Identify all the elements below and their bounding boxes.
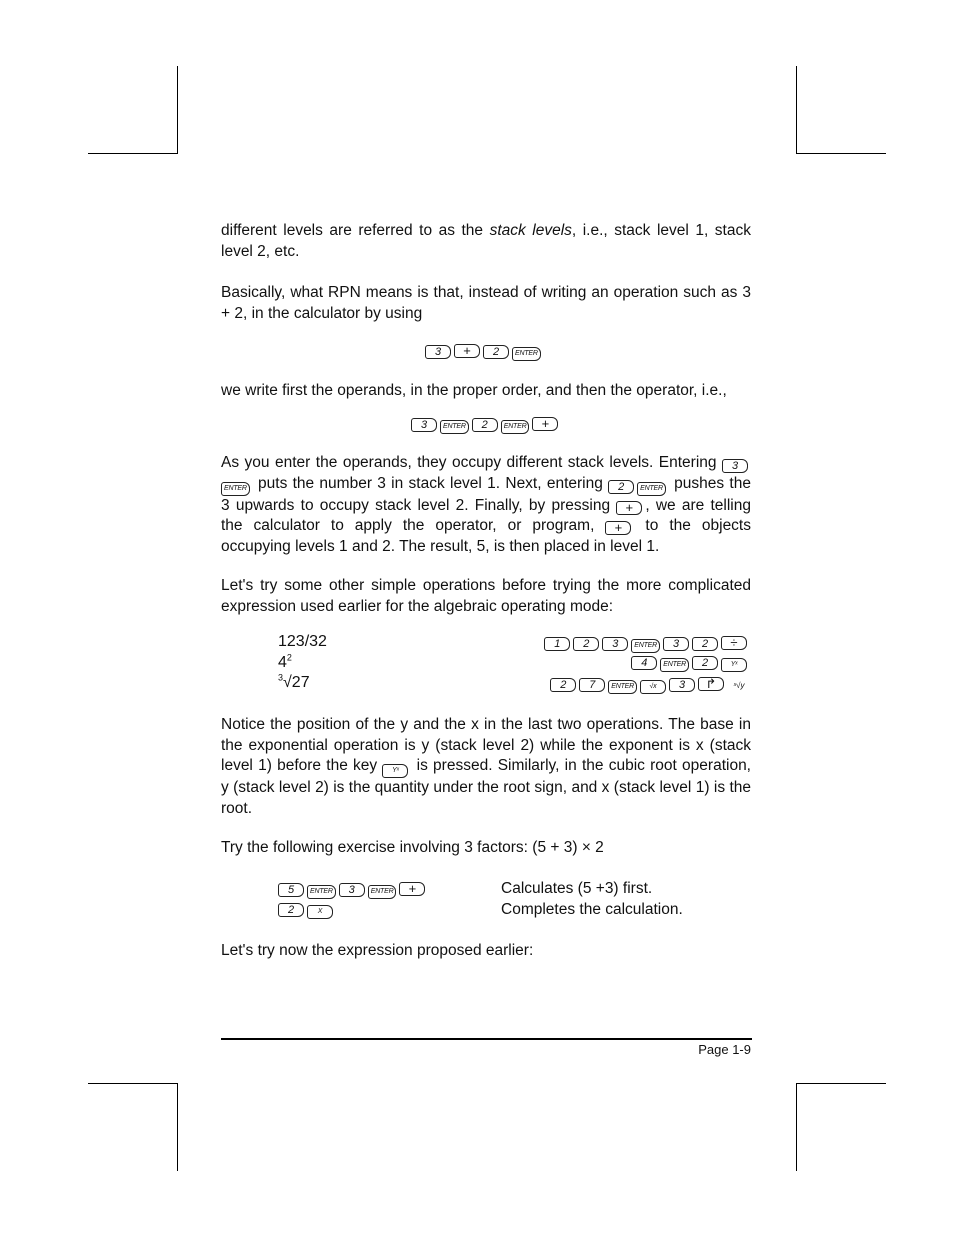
key-enter: ENTER [307,885,336,899]
exponent: 2 [286,652,292,663]
text: is pressed. Similarly, in the cubic root operation, y (stack level 2) is the quantity under the root sign, and x (stack level 1) is the root. [221,757,751,817]
key-5: 5 [278,883,304,897]
crop-mark [797,1083,886,1084]
paragraph-simple-operations: Let's try some other simple operations before trying the more complicated expression used earlier for the algebraic operating mode: [221,577,751,615]
text: to the objects occupying levels 1 and 2. The result, 5, is then placed in level 1. [221,517,751,555]
op-expression: 123/32 [278,633,327,650]
key-enter: ENTER [631,639,660,653]
key-3: 3 [425,345,451,359]
paragraph-proposed-expression: Let's try now the expression proposed earlier: [221,942,534,959]
key-2: 2 [692,656,718,670]
key-2: 2 [278,903,304,917]
crop-mark [177,1083,178,1171]
key-power: Yˣ [721,658,747,672]
key-plus: + [454,344,480,358]
key-3: 3 [339,883,365,897]
key-multiply: X [307,905,333,919]
emphasis: stack levels [489,222,572,239]
crop-mark [88,153,177,154]
key-sequence-algebraic [425,344,544,361]
op-expression [278,673,310,693]
root-index: 3 [278,672,284,683]
crop-mark [797,153,886,154]
key-4: 4 [631,656,657,670]
text: , i.e., stack level 1, stack level 2, etc. [221,222,751,260]
text: As you enter the operands, they occupy different stack levels. Entering [221,454,722,471]
key-3: 3 [602,637,628,651]
key-plus: + [605,521,631,535]
key-2: 2 [550,678,576,692]
exercise-note: Completes the calculation. [501,901,683,918]
paragraph-rpn-intro: Basically, what RPN means is that, instead of writing an operation such as 3 + 2, in the calculator by using [221,284,751,322]
key-divide: ÷ [721,636,747,650]
op-key-sequence [550,677,754,694]
key-2: 2 [483,345,509,359]
key-enter: ENTER [637,482,666,496]
paragraph-notice-position [221,715,751,819]
key-3: 3 [411,418,437,432]
page-number: Page 1-9 [698,1042,751,1057]
text: puts the number 3 in stack level 1. Next, entering [252,474,609,492]
text: , we are telling the calculator to apply the operator, or program, [221,496,751,534]
exercise-key-sequence [278,882,428,899]
text: pushes the 3 upwards to occupy stack level 2. Finally, by pressing [221,474,751,514]
base: 4 [278,654,287,671]
exercise-key-sequence [278,903,336,919]
key-right-shift: ↱ [698,677,724,691]
key-2: 2 [472,418,498,432]
paragraph-operands-first: we write first the operands, in the proper order, and then the operator, i.e., [221,382,727,399]
crop-mark [88,1083,177,1084]
key-enter: ENTER [512,347,541,361]
text: different levels are referred to as the [221,222,490,239]
footer-rule [221,1038,752,1040]
key-plus: + [399,882,425,896]
key-enter: ENTER [660,658,689,672]
paragraph-exercise: Try the following exercise involving 3 factors: (5 + 3) × 2 [221,839,604,856]
key-3: 3 [669,678,695,692]
paragraph-stack-levels [221,221,751,262]
crop-mark [177,66,178,154]
op-key-sequence [631,656,750,672]
key-sequence-rpn [411,417,561,434]
key-2: 2 [573,637,599,651]
key-plus: + [616,501,642,515]
key-sqrt: √x [640,680,666,694]
paragraph-stack-explanation [221,453,751,557]
key-2: 2 [692,637,718,651]
op-key-sequence [544,636,750,653]
key-enter: ENTER [221,482,250,496]
key-3: 3 [722,459,748,473]
crop-mark [796,66,797,154]
key-power: Yˣ [382,764,408,778]
key-plus: + [532,417,558,431]
exercise-note: Calculates (5 +3) first. [501,880,653,897]
key-1: 1 [544,637,570,651]
key-2: 2 [608,480,634,494]
text: Notice the position of the y and the x in the last two operations. The base in the exponential operation is y (stack level 2) while the exponent is x (stack level 1) before the key [221,716,751,774]
key-enter: ENTER [501,420,530,434]
op-expression [278,653,292,673]
key-enter: ENTER [608,680,637,694]
crop-mark [796,1083,797,1171]
key-xroot-label: ˣ√y [727,680,751,694]
key-enter: ENTER [440,420,469,434]
key-3: 3 [663,637,689,651]
radicand: √27 [283,674,310,691]
key-7: 7 [579,678,605,692]
key-enter: ENTER [368,885,397,899]
